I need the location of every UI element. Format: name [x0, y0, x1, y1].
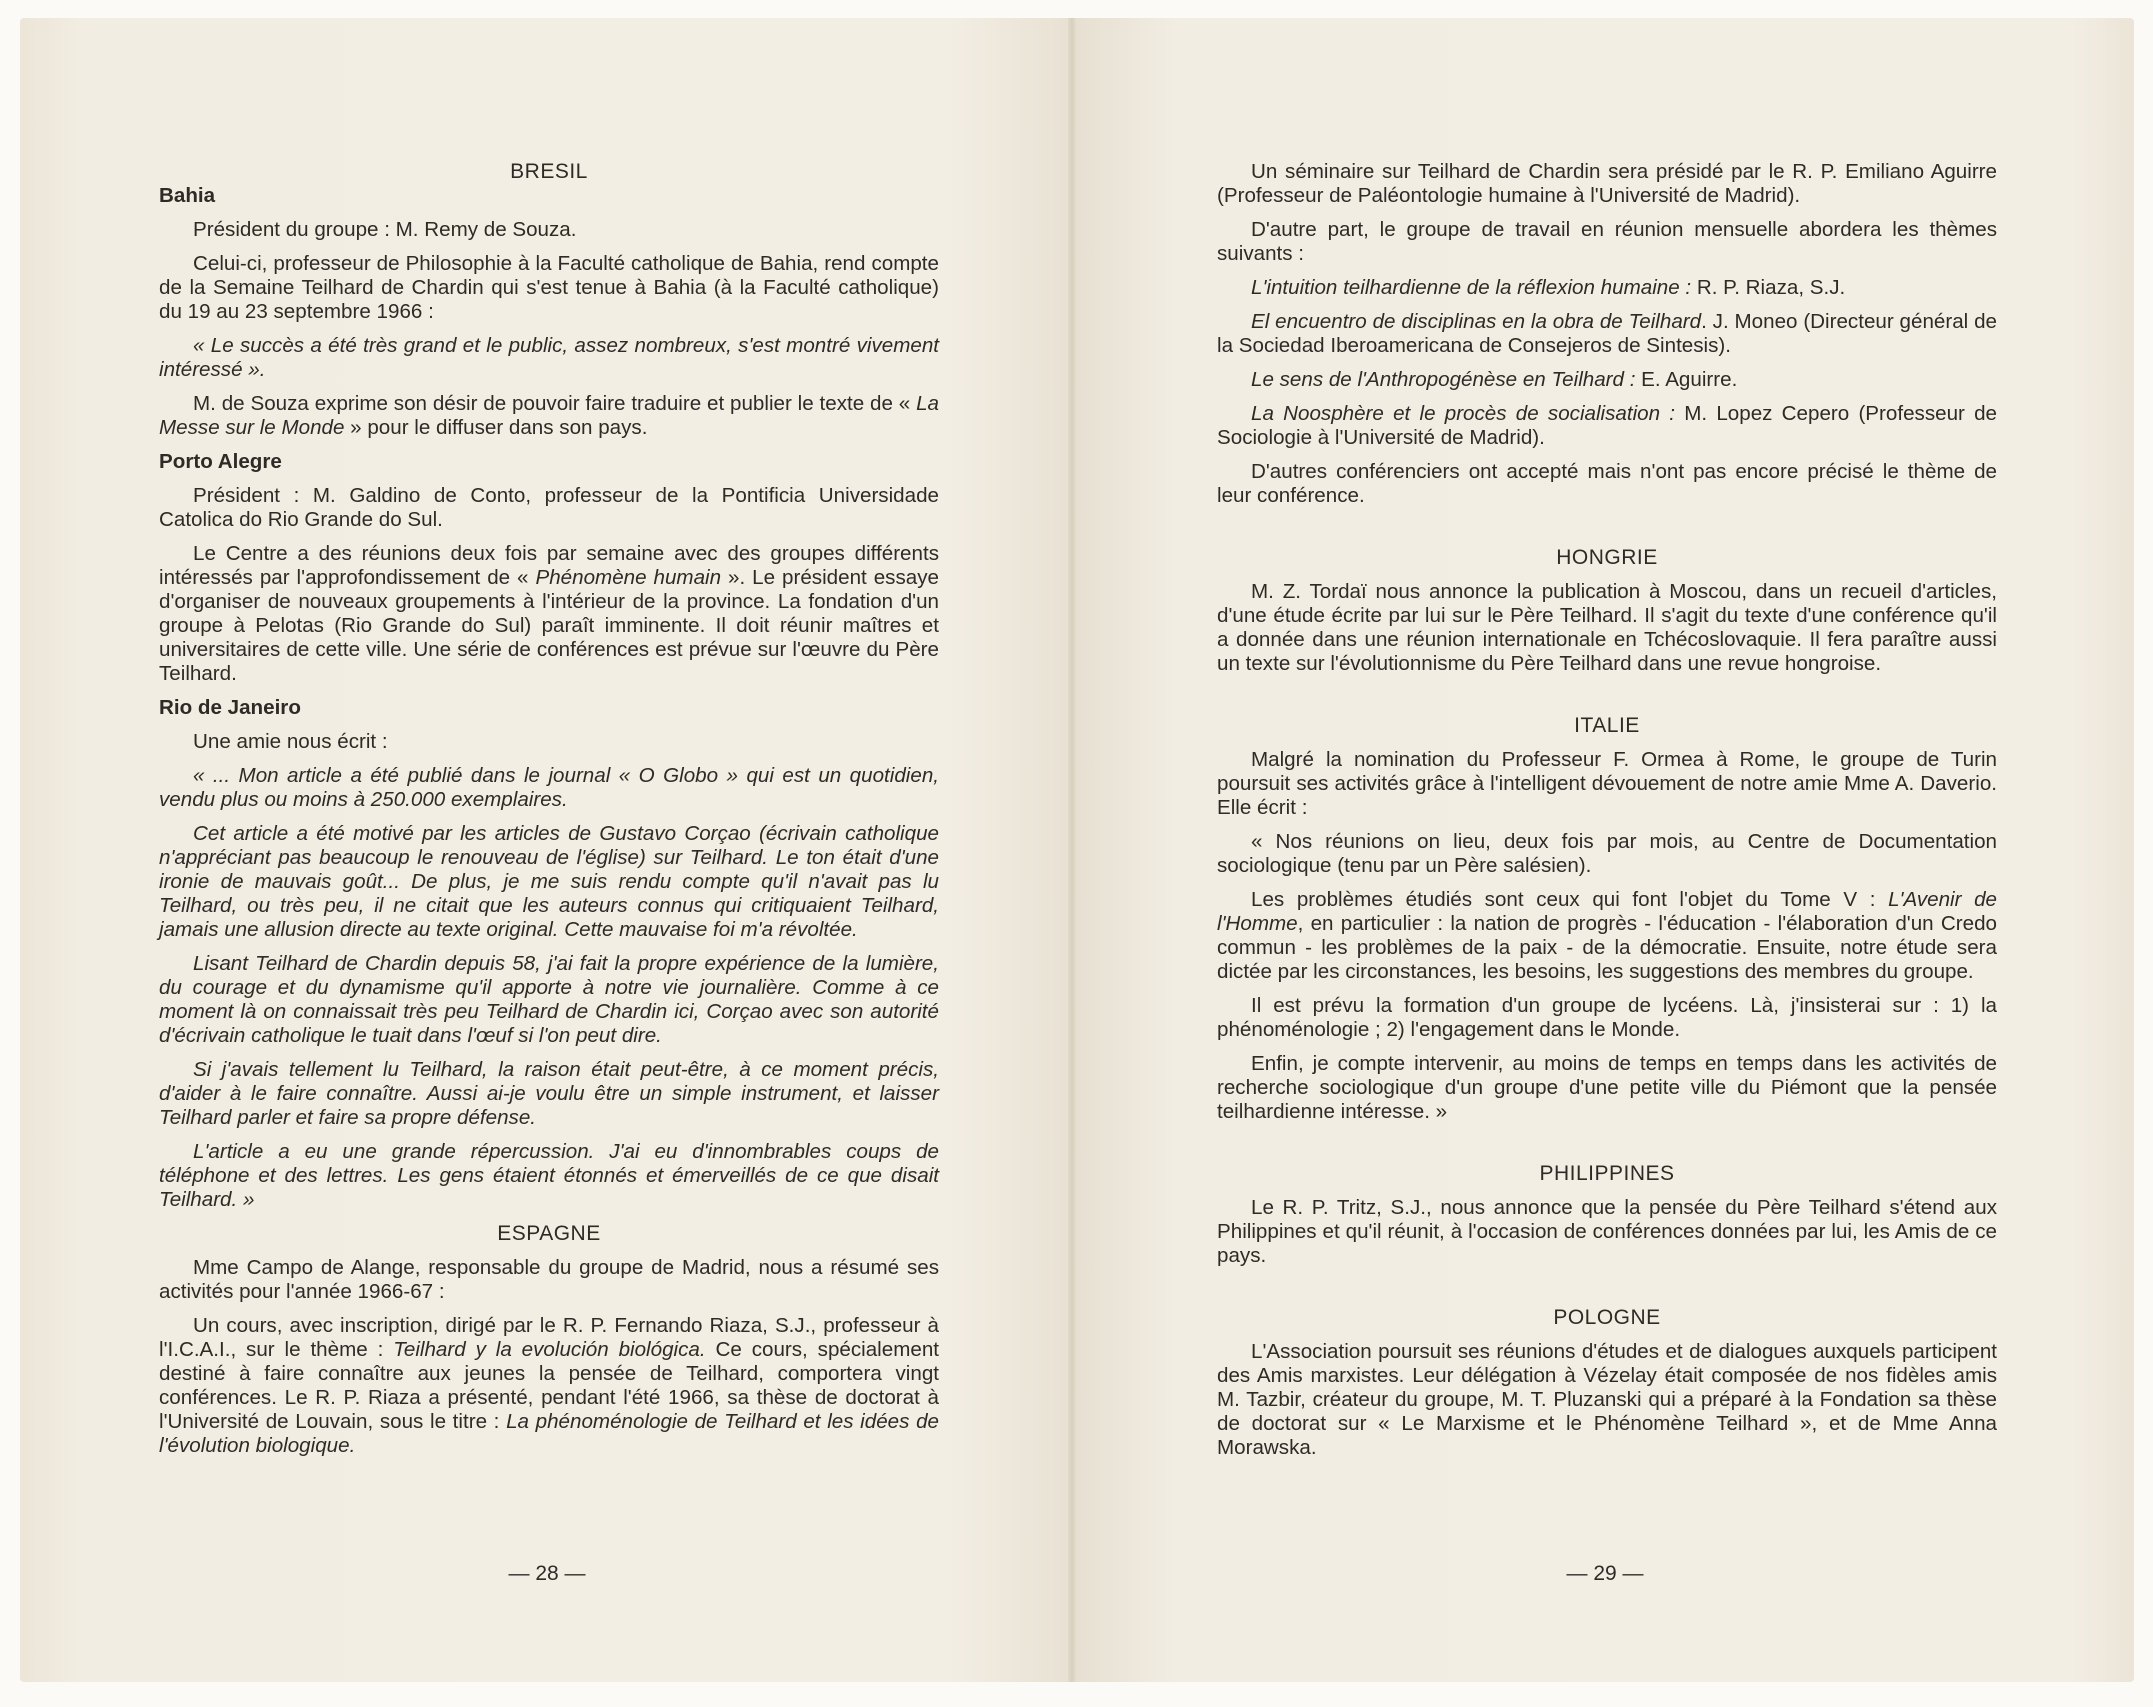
quote-paragraph: Lisant Teilhard de Chardin depuis 58, j'ai fait la propre expérience de la lumière, du courage et du dynamisme qu'il apporte à notre vie journalière. Comme à ce moment là on connaissait très peu Teilhard de Chardin ici, Corçao avec son autorité d'écrivain catholique le tuait dans l'œuf si l'on peut dire.	[159, 952, 939, 1047]
paragraph: Une amie nous écrit :	[193, 730, 388, 753]
right-page-text	[1217, 160, 1997, 1470]
paragraph: Président : M. Galdino de Conto, professeur de la Pontificia Universidade Catolica do Rio Grande do Sul.	[159, 484, 939, 531]
paragraph: Enfin, je compte intervenir, au moins de temps en temps dans les activités de recherche sociologique d'un groupe d'une petite ville du Piémont que la pensée teilhardienne intéresse. »	[1217, 1052, 1997, 1123]
subheading-rio-de-janeiro: Rio de Janeiro	[159, 696, 301, 719]
section-heading-pologne: POLOGNE	[1553, 1306, 1661, 1329]
section-heading-philippines: PHILIPPINES	[1539, 1162, 1675, 1185]
book-gutter	[1068, 18, 1076, 1682]
paragraph: Un cours, avec inscription, dirigé par le R. P. Fernando Riaza, S.J., professeur à l'I.C.A.I., sur le thème : Teilhard y la evolución biológica. Ce cours, spécialement destiné à faire connaître aux jeunes la pensée de Teilhard, comportera vingt conférences. Le R. P. Riaza a présenté, pendant l'été 1966, sa thèse de doctorat à l'Université de Louvain, sous le titre : La phénoménologie de Teilhard et les idées de l'évolution biologique.	[159, 1314, 939, 1457]
paragraph: D'autre part, le groupe de travail en réunion mensuelle abordera les thèmes suivants :	[1217, 218, 1997, 265]
paragraph: D'autres conférenciers ont accepté mais n'ont pas encore précisé le thème de leur conférence.	[1217, 460, 1997, 507]
paragraph: M. Z. Tordaï nous annonce la publication à Moscou, dans un recueil d'articles, d'une étude écrite par lui sur le Père Teilhard. Il s'agit du texte d'une conférence qu'il a donnée dans une réunion internationale en Tchécoslovaquie. Il fera paraître aussi un texte sur l'évolutionnisme du Père Teilhard dans une revue hongroise.	[1217, 580, 1997, 675]
page-number-left: — 28 —	[508, 1562, 586, 1585]
paragraph: Le R. P. Tritz, S.J., nous annonce que la pensée du Père Teilhard s'étend aux Philippines et qu'il réunit, à l'occasion de conférences données par lui, les Amis de ce pays.	[1217, 1196, 1997, 1267]
section-heading-italie: ITALIE	[1574, 714, 1640, 737]
section-heading-hongrie: HONGRIE	[1556, 546, 1658, 569]
paragraph: Un séminaire sur Teilhard de Chardin sera présidé par le R. P. Emiliano Aguirre (Professeur de Paléontologie humaine à l'Université de Madrid).	[1217, 160, 1997, 207]
paragraph: La Noosphère et le procès de socialisation : M. Lopez Cepero (Professeur de Sociologie à l'Université de Madrid).	[1217, 402, 1998, 449]
page-number-right: — 29 —	[1566, 1562, 1644, 1585]
paragraph: Mme Campo de Alange, responsable du groupe de Madrid, nous a résumé ses activités pour l'année 1966-67 :	[159, 1256, 939, 1303]
quote-paragraph: Si j'avais tellement lu Teilhard, la raison était peut-être, à ce moment précis, d'aider à le faire connaître. Aussi ai-je voulu être un simple instrument, et laisser Teilhard parler et faire sa propre défense.	[159, 1058, 939, 1129]
paragraph: Le Centre a des réunions deux fois par semaine avec des groupes différents intéressés par l'approfondissement de « Phénomène humain ». Le président essaye d'organiser de nouveaux groupements à l'intérieur de la province. La fondation d'un groupe à Pelotas (Rio Grande do Sul) paraît imminente. Il doit réunir maîtres et universitaires de cette ville. Une série de conférences est prévue sur l'œuvre du Père Teilhard.	[159, 542, 939, 685]
paragraph: « Nos réunions on lieu, deux fois par mois, au Centre de Documentation sociologique (tenu par un Père salésien).	[1217, 830, 1997, 877]
quote-paragraph: « Le succès a été très grand et le public, assez nombreux, s'est montré vivement intéressé ».	[159, 334, 939, 381]
paragraph: L'Association poursuit ses réunions d'études et de dialogues auxquels participent des Amis marxistes. Leur délégation à Vézelay était composée de nos fidèles amis M. Tazbir, créateur du groupe, M. T. Pluzanski qui a préparé à la Fondation sa thèse de doctorat sur « Le Marxisme et le Phénomène Teilhard », et de Mme Anna Morawska.	[1217, 1340, 1997, 1459]
left-page-text	[159, 160, 939, 1468]
subheading-porto-alegre: Porto Alegre	[159, 450, 282, 473]
quote-paragraph: L'article a eu une grande répercussion. J'ai eu d'innombrables coups de téléphone et des lettres. Les gens étaient étonnés et émerveillés de ce que disait Teilhard. »	[159, 1140, 939, 1211]
paragraph: Le sens de l'Anthropogénèse en Teilhard : E. Aguirre.	[1251, 368, 1738, 391]
quote-paragraph: Cet article a été motivé par les articles de Gustavo Corçao (écrivain catholique n'appréciant pas beaucoup le renouveau de l'église) sur Teilhard. Le ton était d'une ironie de mauvais goût... De plus, je me suis rendu compte qu'il n'avait pas lu Teilhard, ou très peu, il ne citait que les auteurs connus qui critiquaient Teilhard, jamais une allusion directe au texte original. Cette mauvaise foi m'a révoltée.	[159, 822, 939, 941]
paragraph: El encuentro de disciplinas en la obra de Teilhard. J. Moneo (Directeur général de la Sociedad Iberoamericana de Consejeros de Sintesis).	[1217, 310, 1997, 357]
quote-paragraph: « ... Mon article a été publié dans le journal « O Globo » qui est un quotidien, vendu plus ou moins à 250.000 exemplaires.	[159, 764, 939, 811]
paragraph: L'intuition teilhardienne de la réflexion humaine : R. P. Riaza, S.J.	[1251, 276, 1846, 299]
paragraph: Malgré la nomination du Professeur F. Ormea à Rome, le groupe de Turin poursuit ses activités grâce à l'intelligent dévouement de notre amie Mme A. Daverio. Elle écrit :	[1217, 748, 1997, 819]
paragraph: Celui-ci, professeur de Philosophie à la Faculté catholique de Bahia, rend compte de la Semaine Teilhard de Chardin qui s'est tenue à Bahia (à la Faculté catholique) du 19 au 23 septembre 1966 :	[159, 252, 939, 323]
paragraph: Les problèmes étudiés sont ceux qui font l'objet du Tome V : L'Avenir de l'Homme, en particulier : la nation de progrès - l'éducation - l'élaboration d'un Credo commun - les problèmes de la paix - de la démocratie. Ensuite, notre étude sera dictée par les circonstances, les besoins, les suggestions des membres du groupe.	[1217, 888, 1997, 983]
paragraph: Président du groupe : M. Remy de Souza.	[193, 218, 577, 241]
subheading-bahia: Bahia	[159, 184, 216, 207]
section-heading-espagne: ESPAGNE	[497, 1222, 601, 1245]
section-heading-bresil: BRESIL	[510, 160, 588, 183]
paragraph: M. de Souza exprime son désir de pouvoir faire traduire et publier le texte de « La Messe sur le Monde » pour le diffuser dans son pays.	[159, 392, 939, 439]
paragraph: Il est prévu la formation d'un groupe de lycéens. Là, j'insisterai sur : 1) la phénoménologie ; 2) l'engagement dans le Monde.	[1217, 994, 1997, 1041]
